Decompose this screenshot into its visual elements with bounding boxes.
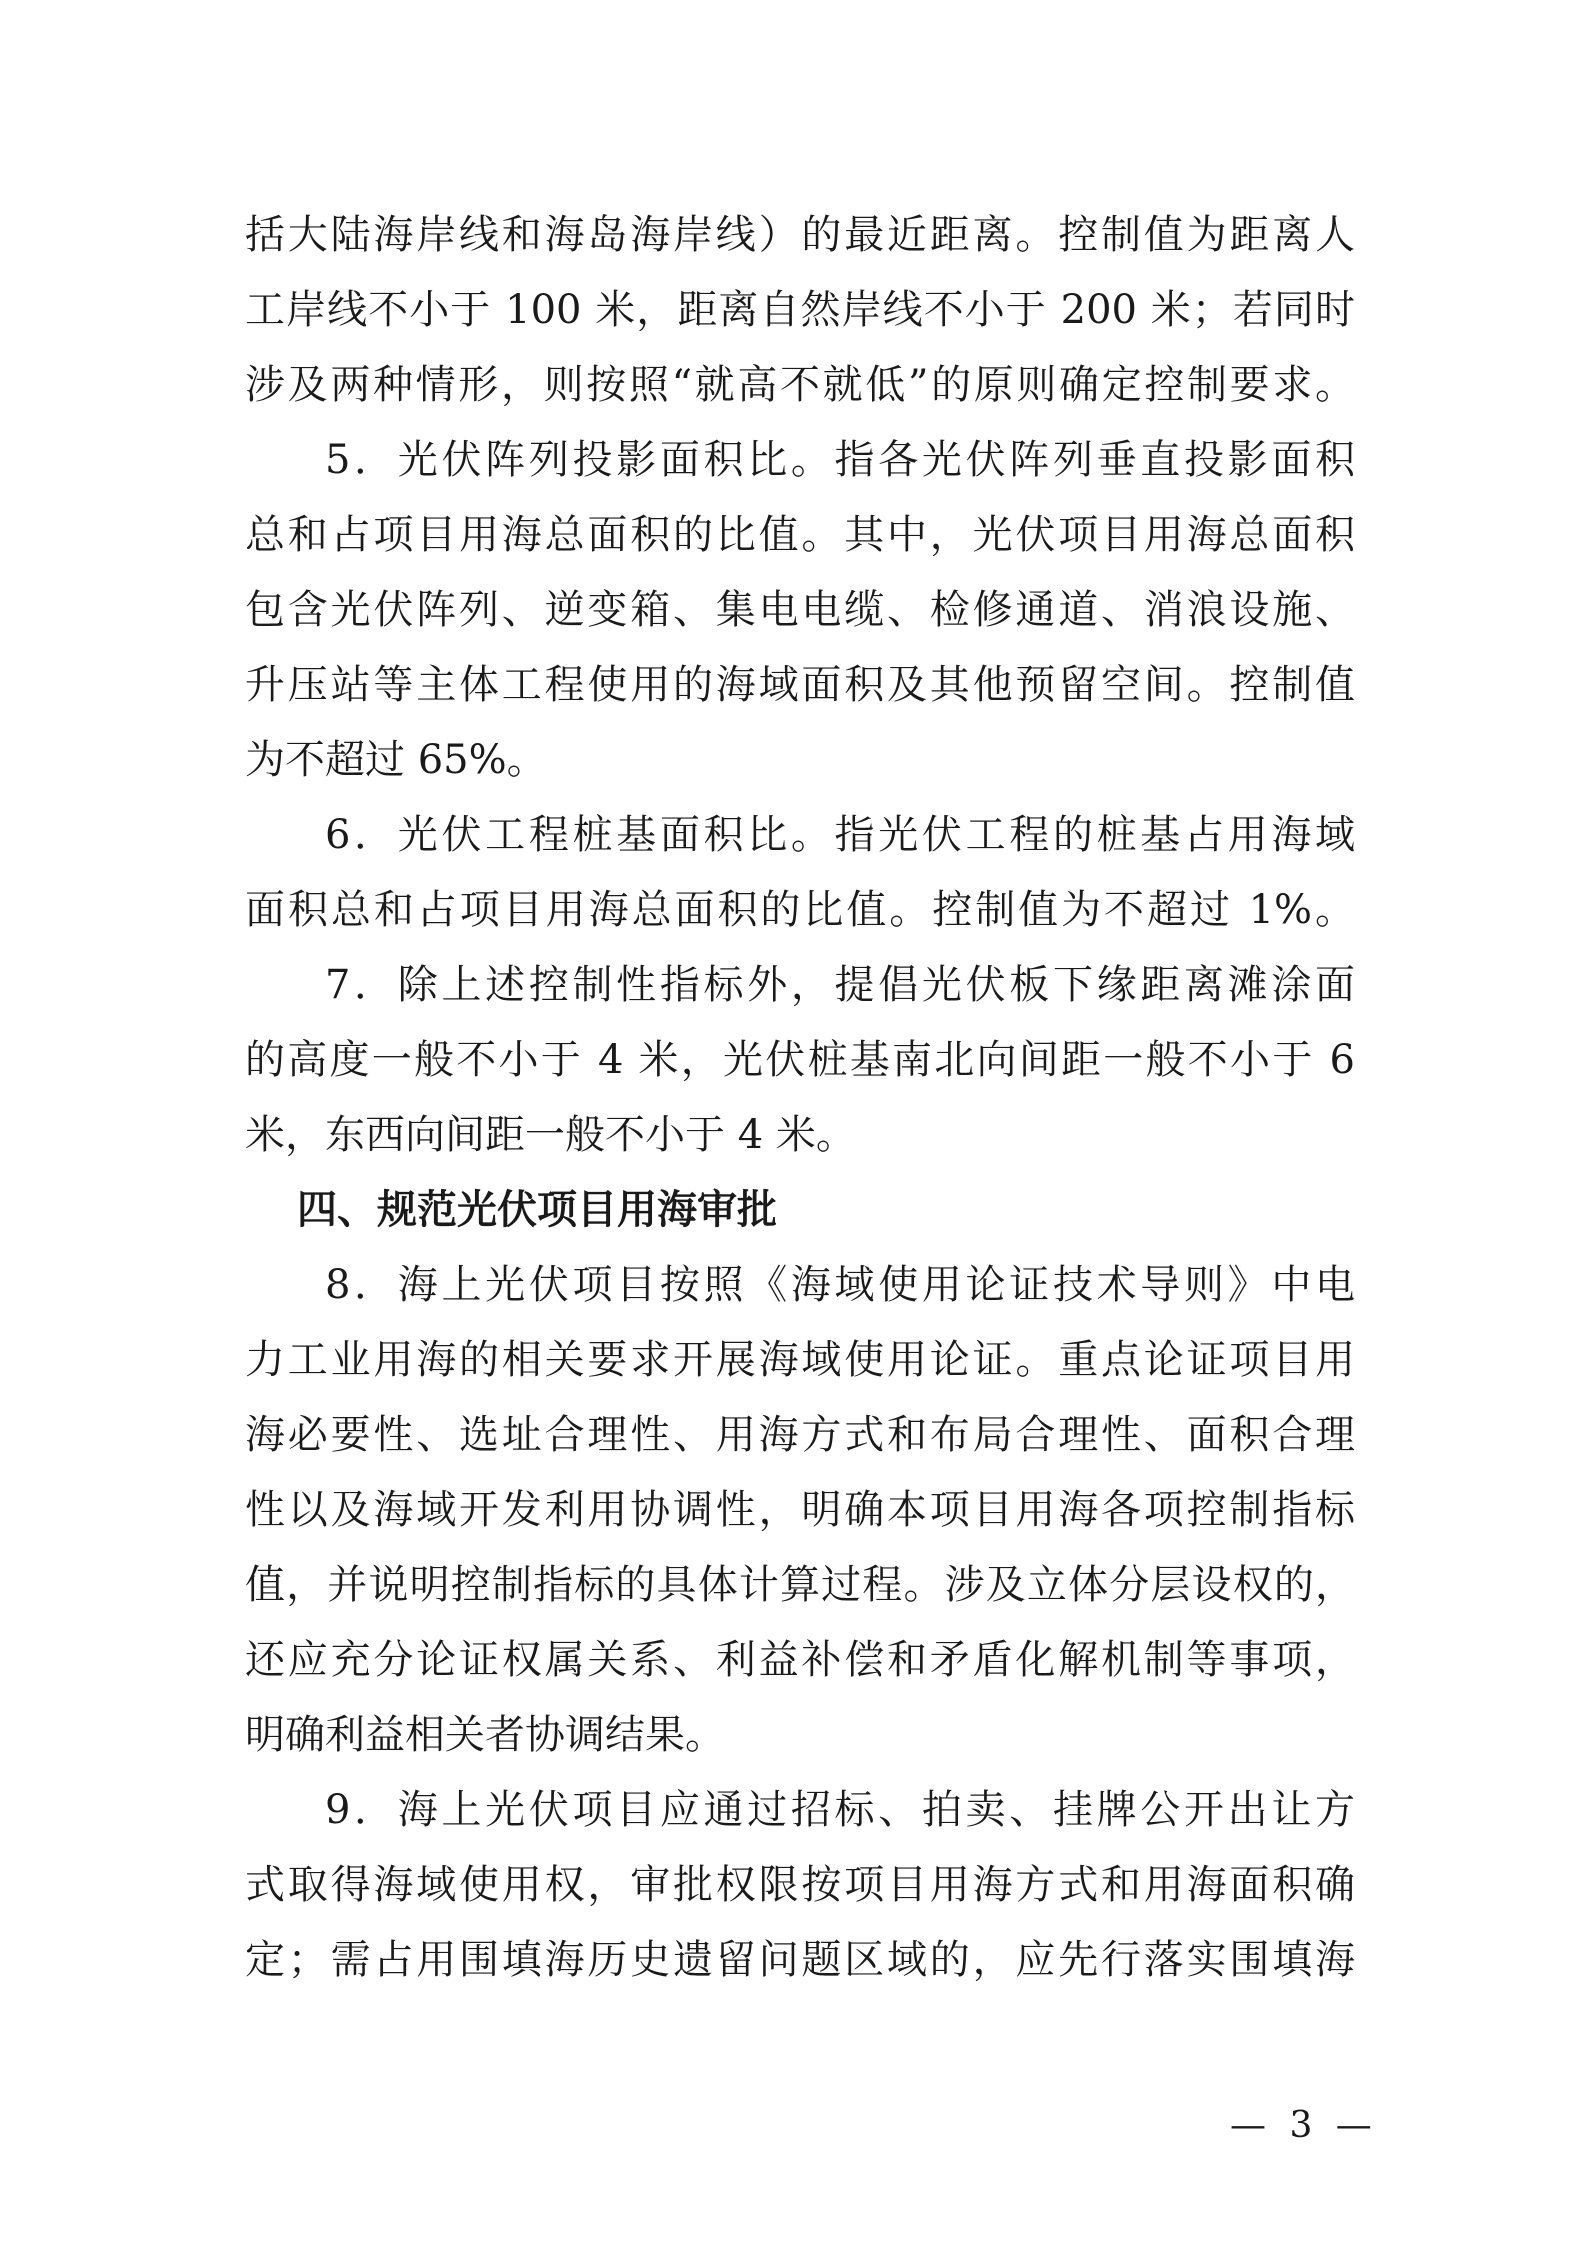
text-line: 值，并说明控制指标的具体计算过程。涉及立体分层设权的， bbox=[245, 1562, 1355, 1608]
paragraph-6-first-line: 6．光伏工程桩基面积比。指光伏工程的桩基占用海域 bbox=[325, 812, 1355, 858]
section-heading: 四、规范光伏项目用海审批 bbox=[297, 1187, 777, 1233]
text-line: 工岸线不小于 100 米，距离自然岸线不小于 200 米；若同时 bbox=[245, 287, 1355, 333]
text-line: 包含光伏阵列、逆变箱、集电电缆、检修通道、消浪设施、 bbox=[245, 587, 1355, 633]
paragraph-7-first-line: 7．除上述控制性指标外，提倡光伏板下缘距离滩涂面 bbox=[325, 962, 1355, 1008]
text-line: 的高度一般不小于 4 米，光伏桩基南北向间距一般不小于 6 bbox=[245, 1037, 1355, 1083]
text-line: 明确利益相关者协调结果。 bbox=[245, 1712, 725, 1758]
text-line: 涉及两种情形，则按照“就高不就低”的原则确定控制要求。 bbox=[245, 362, 1355, 408]
page-number: — 3 — bbox=[1230, 2105, 1378, 2146]
text-line: 括大陆海岸线和海岛海岸线）的最近距离。控制值为距离人 bbox=[245, 212, 1355, 258]
text-line: 总和占项目用海总面积的比值。其中，光伏项目用海总面积 bbox=[245, 512, 1355, 558]
text-line: 海必要性、选址合理性、用海方式和布局合理性、面积合理 bbox=[245, 1412, 1355, 1458]
text-line: 米，东西向间距一般不小于 4 米。 bbox=[245, 1112, 856, 1158]
text-line: 力工业用海的相关要求开展海域使用论证。重点论证项目用 bbox=[245, 1337, 1355, 1383]
text-line: 升压站等主体工程使用的海域面积及其他预留空间。控制值 bbox=[245, 662, 1355, 708]
paragraph-9-first-line: 9．海上光伏项目应通过招标、拍卖、挂牌公开出让方 bbox=[325, 1787, 1355, 1833]
text-line: 定；需占用围填海历史遗留问题区域的，应先行落实围填海 bbox=[245, 1937, 1355, 1983]
text-line: 性以及海域开发利用协调性，明确本项目用海各项控制指标 bbox=[245, 1487, 1355, 1533]
text-line: 式取得海域使用权，审批权限按项目用海方式和用海面积确 bbox=[245, 1862, 1355, 1908]
paragraph-5-first-line: 5．光伏阵列投影面积比。指各光伏阵列垂直投影面积 bbox=[325, 437, 1355, 483]
text-line: 面积总和占项目用海总面积的比值。控制值为不超过 1%。 bbox=[245, 887, 1355, 933]
text-line: 还应充分论证权属关系、利益补偿和矛盾化解机制等事项， bbox=[245, 1637, 1355, 1683]
text-line: 为不超过 65%。 bbox=[245, 737, 547, 783]
paragraph-8-first-line: 8．海上光伏项目按照《海域使用论证技术导则》中电 bbox=[325, 1262, 1355, 1308]
